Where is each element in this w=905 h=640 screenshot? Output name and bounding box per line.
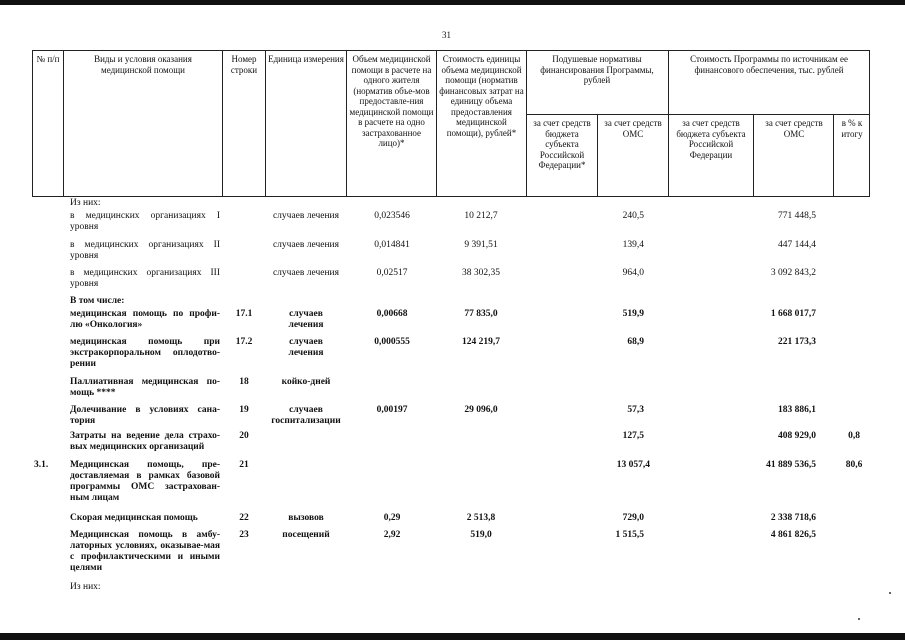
row-program-pct: 0,8 [848, 431, 860, 441]
row-program-oms: 1 668 017,7 [770, 309, 816, 319]
header-type: Виды и условия оказания медицинской помощи [94, 54, 192, 75]
row-per-capita-oms: 13 057,4 [616, 460, 650, 470]
row-type: в медицинских организациях I уровня [70, 211, 220, 232]
row-number: 17.1 [235, 309, 253, 319]
header-volume: Объем медицинской помощи в расчете на одного жителя (норматив объе-мов предоставле-ния медицинской помощи в расчете на одно застрахованное лицо)* [349, 54, 434, 148]
row-per-capita-oms: 1 515,5 [615, 530, 644, 540]
header-num: № п/п [36, 54, 60, 64]
header-program-pct: в % к итогу [841, 118, 863, 139]
row-type: в медицинских организациях II уровня [70, 240, 220, 261]
row-type: Медицинская помощь в амбу-латорных условиях, оказывае-мая с профилактическими и иными целями [70, 530, 220, 573]
header-unit: Единица измерения [268, 54, 344, 64]
row-unit: случаев лечения [272, 268, 340, 278]
row-volume: 0,014841 [374, 240, 410, 250]
scan-speck [889, 592, 891, 594]
row-program-oms: 3 092 843,2 [770, 268, 816, 278]
row-num: 3.1. [34, 460, 49, 470]
row-volume: 0,000555 [374, 337, 410, 347]
header-per-capita-oms: за счет средств ОМС [604, 118, 662, 139]
row-number: 19 [239, 405, 249, 415]
row-unit: вызовов [288, 513, 324, 523]
row-type: медицинская помощь по профи-лю «Онкология» [70, 309, 220, 330]
row-unit: случаев лечения [288, 337, 324, 358]
row-number: 20 [239, 431, 249, 441]
row-number: 17.2 [235, 337, 253, 347]
row-type: Медицинская помощь, пре-доставляемая в рамках базовой программы ОМС застрахован-ным лицам [70, 460, 220, 503]
row-type: В том числе: [70, 296, 125, 306]
row-per-capita-oms: 240,5 [622, 211, 644, 221]
row-type: медицинская помощь при экстракорпоральном оплодотво-рении [70, 337, 220, 369]
row-per-capita-oms: 127,5 [622, 431, 644, 441]
header-per-capita: Подушевые нормативы финансирования Программы, рублей [540, 54, 654, 85]
page-number: 31 [442, 30, 451, 40]
row-program-oms: 183 886,1 [778, 405, 816, 415]
row-cost: 519,0 [470, 530, 492, 540]
row-cost: 9 391,51 [464, 240, 498, 250]
row-unit: случаев госпитализации [271, 405, 341, 426]
scan-top-edge [0, 0, 905, 5]
row-per-capita-oms: 519,9 [622, 309, 644, 319]
row-program-pct: 80,6 [845, 460, 863, 470]
row-program-oms: 221 173,3 [778, 337, 816, 347]
header-program-budget: за счет средств бюджета субъекта Российской Федерации [676, 118, 746, 160]
row-program-oms: 2 338 718,6 [770, 513, 816, 523]
row-type: Затраты на ведение дела страхо-вых медицинских организаций [70, 431, 220, 452]
row-volume: 0,29 [383, 513, 401, 523]
row-volume: 0,02517 [376, 268, 408, 278]
row-volume: 2,92 [383, 530, 401, 540]
row-unit: посещений [282, 530, 330, 540]
row-cost: 77 835,0 [464, 309, 498, 319]
row-cost: 29 096,0 [464, 405, 498, 415]
row-program-oms: 41 889 536,5 [766, 460, 816, 470]
row-per-capita-oms: 729,0 [622, 513, 644, 523]
row-cost: 38 302,35 [462, 268, 500, 278]
row-program-oms: 447 144,4 [778, 240, 816, 250]
row-type: Скорая медицинская помощь [70, 513, 198, 523]
row-per-capita-oms: 57,3 [627, 405, 644, 415]
row-number: 21 [239, 460, 249, 470]
row-per-capita-oms: 139,4 [622, 240, 644, 250]
row-unit: койко-дней [281, 377, 331, 387]
row-cost: 124 219,7 [462, 337, 500, 347]
row-per-capita-oms: 68,9 [627, 337, 644, 347]
row-number: 18 [239, 377, 249, 387]
row-unit: случаев лечения [272, 211, 340, 221]
header-row: Номер строки [230, 54, 258, 75]
row-type: Из них: [70, 198, 101, 208]
row-number: 23 [239, 530, 249, 540]
row-number: 22 [239, 513, 249, 523]
row-unit: случаев лечения [272, 240, 340, 250]
row-type: Долечивание в условиях сана-тория [70, 405, 220, 426]
row-volume: 0,00668 [376, 309, 408, 319]
header-cost: Стоимость единицы объема медицинской помощи (норматив финансовых затрат на единицу объема предоставления медицинской помощи), рублей* [439, 54, 524, 138]
row-program-oms: 4 861 826,5 [770, 530, 816, 540]
row-volume: 0,023546 [374, 211, 410, 221]
header-program-oms: за счет средств ОМС [765, 118, 823, 139]
row-type: Паллиативная медицинская по-мощь **** [70, 377, 220, 398]
scan-bottom-edge [0, 633, 905, 640]
row-unit: случаев лечения [288, 309, 324, 330]
header-program: Стоимость Программы по источникам ее финансового обеспечения, тыс. рублей [690, 54, 848, 75]
scan-speck [858, 618, 860, 620]
row-program-oms: 771 448,5 [778, 211, 816, 221]
row-cost: 2 513,8 [466, 513, 496, 523]
row-per-capita-oms: 964,0 [622, 268, 644, 278]
row-volume: 0,00197 [376, 405, 408, 415]
row-type: в медицинских организациях III уровня [70, 268, 220, 289]
header-per-capita-budget: за счет средств бюджета субъекта Российской Федерации* [533, 118, 591, 170]
row-type: Из них: [70, 582, 101, 592]
row-program-oms: 408 929,0 [778, 431, 816, 441]
row-cost: 10 212,7 [464, 211, 498, 221]
